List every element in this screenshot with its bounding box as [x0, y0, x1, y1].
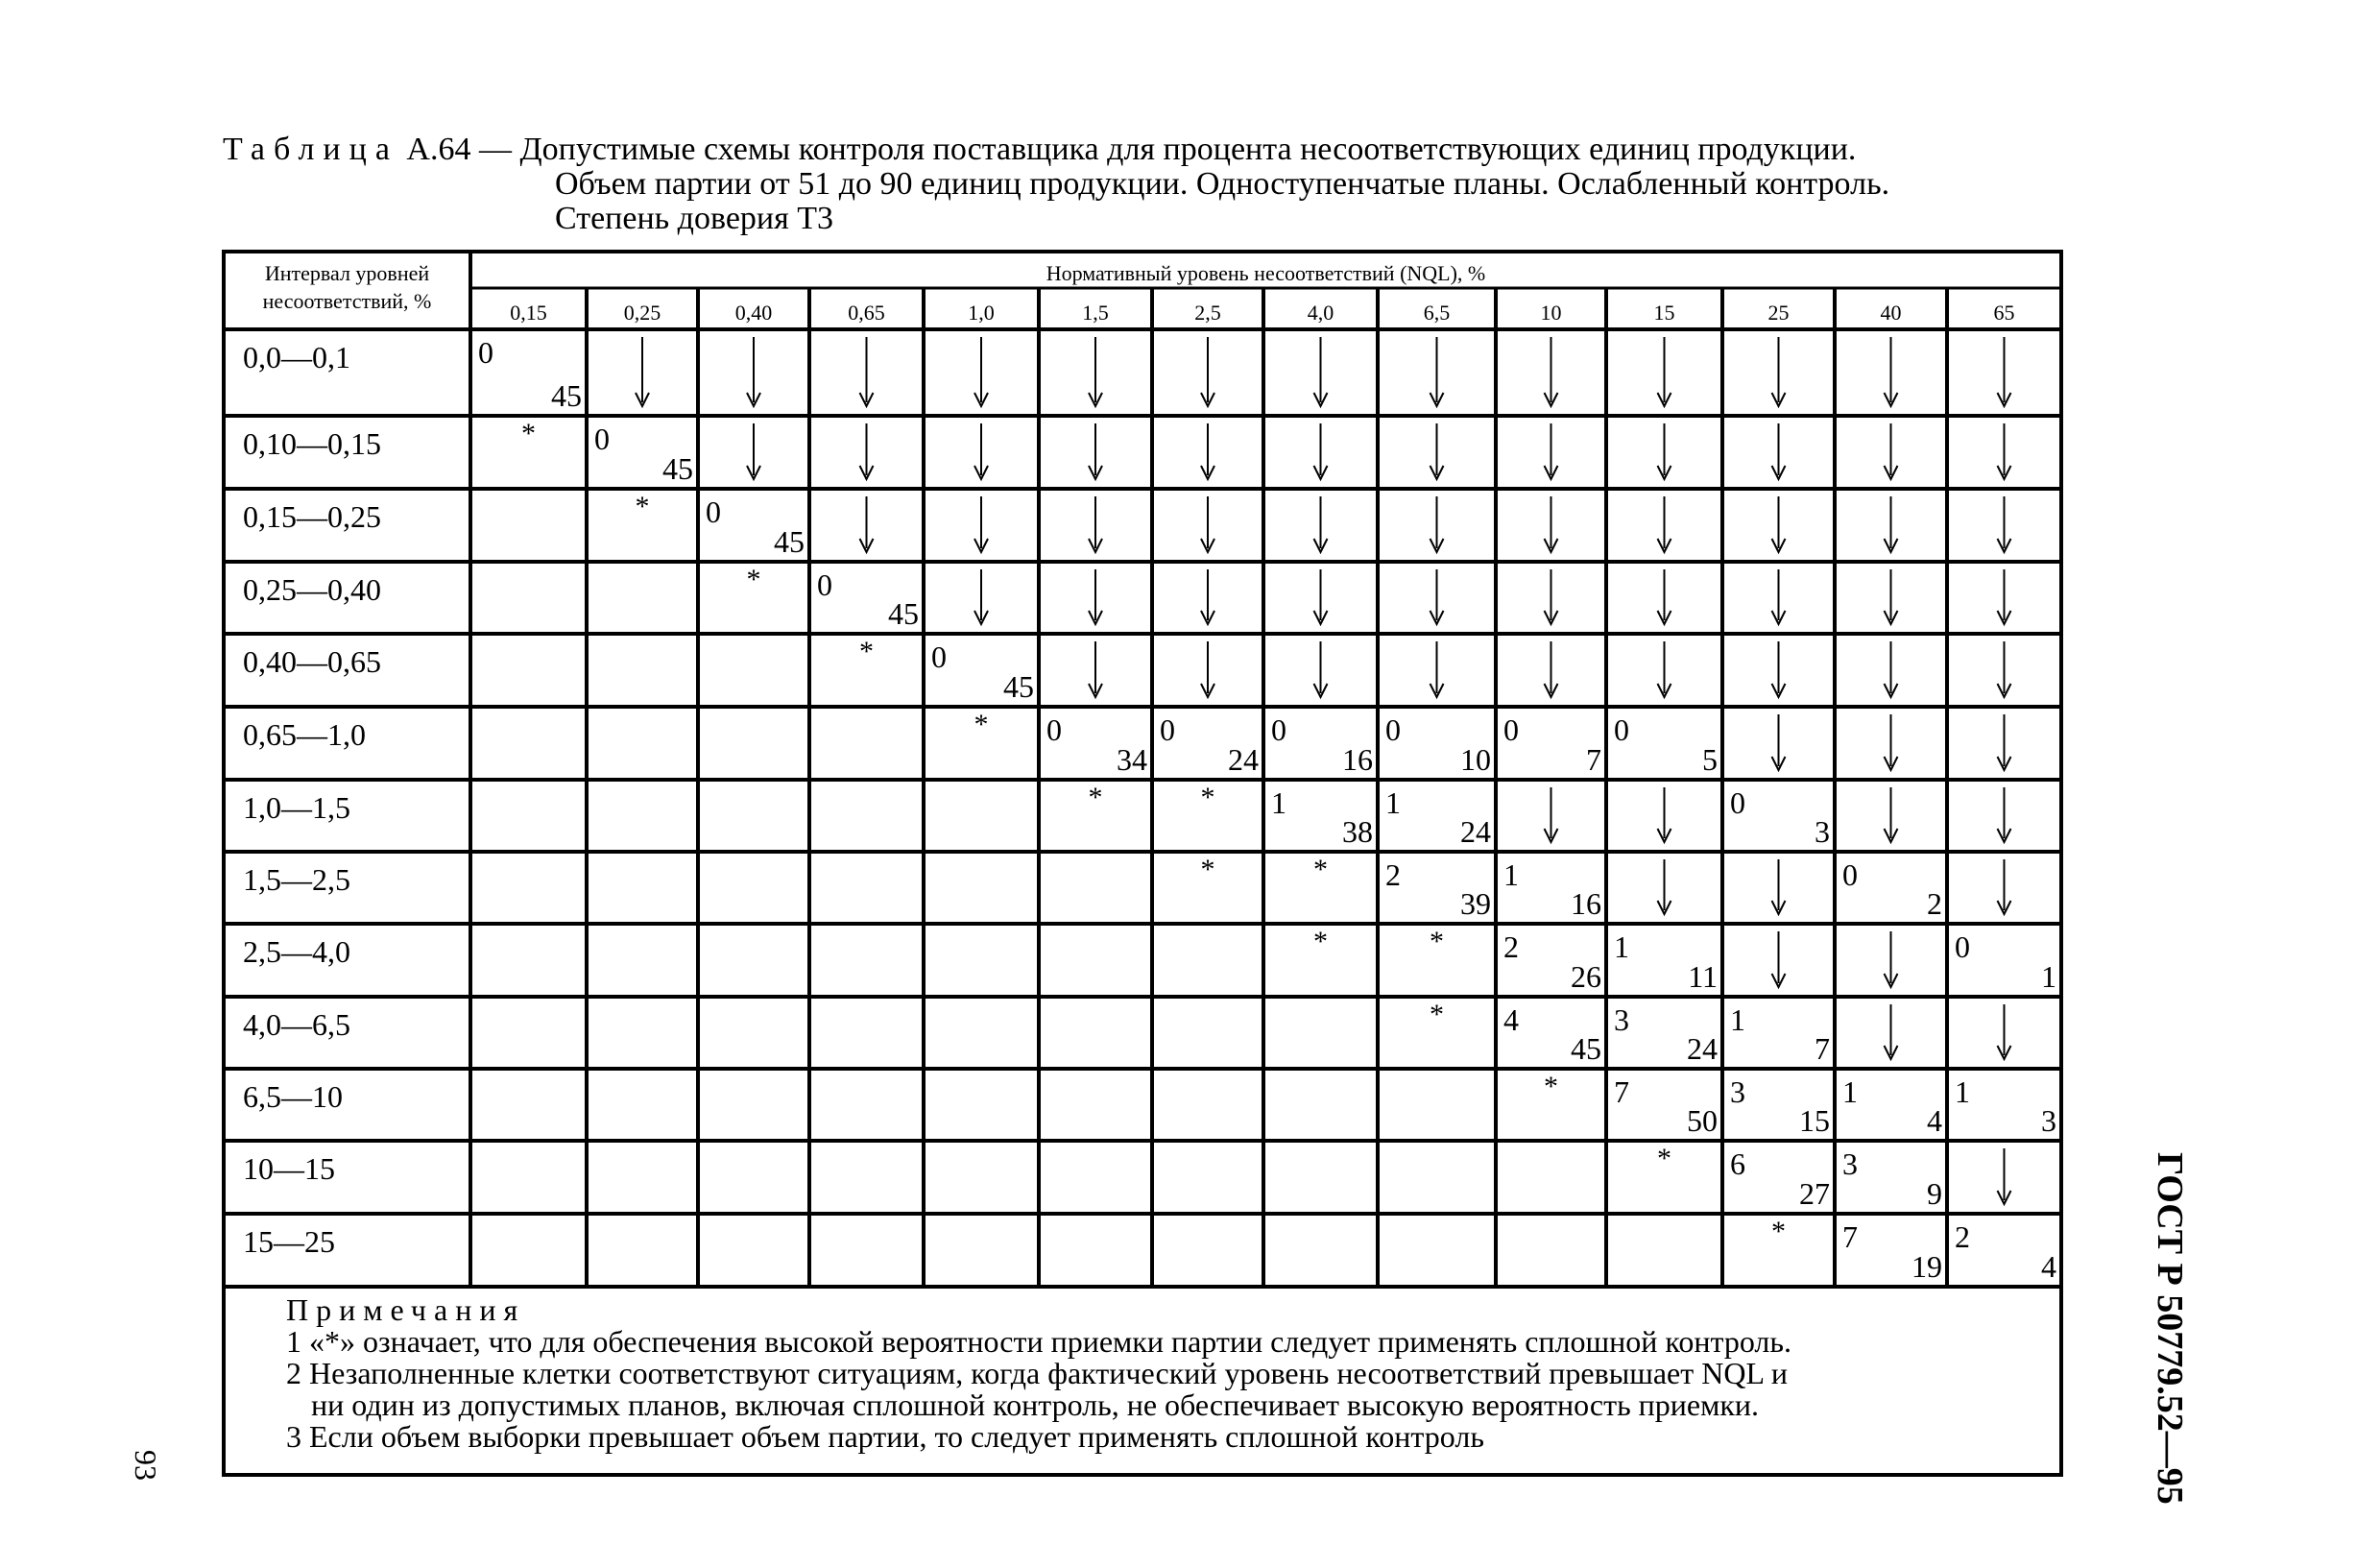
column-header: 2,5: [1194, 301, 1221, 325]
full-inspection-mark: *: [635, 491, 650, 522]
column-header: 1,0: [968, 301, 995, 325]
sample-size: 45: [551, 378, 582, 413]
row-header-line-1: Интервал уровней: [264, 261, 430, 285]
acceptance-number: 2: [1385, 857, 1401, 892]
acceptance-number: 7: [1842, 1219, 1858, 1254]
column-header: 1,5: [1082, 301, 1109, 325]
acceptance-number: 1: [1955, 1074, 1970, 1109]
table-notes: [286, 1294, 2062, 1453]
note-2-continued: ни один из допустимых планов, включая сплошной контроль, не обеспечивает высокую вероятность приемки.: [311, 1387, 1760, 1422]
caption-number: А.64 —: [406, 132, 512, 167]
row-header-line-2: несоответствий, %: [262, 289, 432, 313]
sample-size: 10: [1460, 742, 1491, 777]
sample-size: 24: [1687, 1031, 1718, 1066]
sample-size: 2: [1927, 886, 1942, 921]
row-label: 4,0—6,5: [243, 1007, 350, 1042]
row-label: 10—15: [243, 1151, 335, 1186]
acceptance-number: 0: [1503, 712, 1519, 747]
row-label: 1,0—1,5: [243, 790, 350, 825]
row-label: 15—25: [243, 1224, 335, 1259]
column-header: 15: [1653, 301, 1675, 325]
note-2: 2 Незаполненные клетки соответствуют ситуациям, когда фактический уровень несоответствий превышает NQL и: [286, 1356, 1788, 1390]
sample-size: 15: [1799, 1103, 1830, 1138]
sample-size: 16: [1342, 742, 1373, 777]
acceptance-number: 4: [1503, 1002, 1519, 1037]
sample-size: 45: [888, 596, 919, 631]
acceptance-number: 0: [1614, 712, 1629, 747]
acceptance-number: 0: [1271, 712, 1286, 747]
sample-size: 45: [774, 524, 805, 559]
sample-size: 9: [1927, 1176, 1942, 1211]
acceptance-number: 2: [1503, 929, 1519, 964]
acceptance-number: 3: [1614, 1002, 1629, 1037]
sample-size: 34: [1117, 742, 1147, 777]
row-label: 0,25—0,40: [243, 572, 381, 607]
acceptance-number: 1: [1614, 929, 1629, 964]
sample-size: 5: [1702, 742, 1718, 777]
acceptance-number: 0: [1385, 712, 1401, 747]
column-header: 10: [1540, 301, 1562, 325]
sample-size: 24: [1228, 742, 1259, 777]
acceptance-number: 2: [1955, 1219, 1970, 1254]
sample-size: 3: [2041, 1103, 2056, 1138]
full-inspection-mark: *: [1088, 782, 1103, 813]
page-number: 93: [129, 1450, 163, 1481]
acceptance-number: 7: [1614, 1074, 1629, 1109]
acceptance-number: 0: [478, 335, 493, 370]
row-label: 0,10—0,15: [243, 426, 381, 461]
sample-size: 4: [1927, 1103, 1942, 1138]
acceptance-number: 1: [1842, 1074, 1858, 1109]
column-header: 6,5: [1423, 301, 1451, 325]
column-header: 0,15: [510, 301, 547, 325]
column-header: 0,65: [848, 301, 885, 325]
full-inspection-mark: *: [1200, 854, 1215, 885]
sample-size: 24: [1460, 814, 1491, 849]
acceptance-number: 6: [1730, 1146, 1745, 1181]
sample-size: 27: [1799, 1176, 1830, 1211]
sample-size: 7: [1815, 1031, 1830, 1066]
sample-size: 11: [1688, 959, 1718, 994]
notes-title: Примечания: [286, 1292, 526, 1327]
sample-size: 45: [662, 451, 693, 486]
full-inspection-mark: *: [1313, 854, 1328, 885]
column-header: 0,25: [623, 301, 661, 325]
full-inspection-mark: *: [1430, 926, 1444, 957]
sample-size: 4: [2041, 1249, 2056, 1284]
acceptance-number: 0: [1730, 785, 1745, 820]
acceptance-number: 1: [1385, 785, 1401, 820]
row-label: 0,15—0,25: [243, 499, 381, 534]
acceptance-number: 1: [1730, 1002, 1745, 1037]
column-header: 25: [1767, 301, 1790, 325]
row-label: 0,0—0,1: [243, 340, 350, 374]
sample-size: 3: [1815, 814, 1830, 849]
caption-line-1: Допустимые схемы контроля поставщика для процента несоответствующих единиц продукции.: [519, 132, 1857, 167]
full-inspection-mark: *: [746, 564, 761, 595]
sample-size: 39: [1460, 886, 1491, 921]
sample-size: 45: [1571, 1031, 1601, 1066]
sample-size: 16: [1571, 886, 1601, 921]
full-inspection-mark: *: [1544, 1071, 1558, 1102]
row-label: 0,40—0,65: [243, 644, 381, 679]
row-label: 2,5—4,0: [243, 934, 350, 969]
column-header: 65: [1993, 301, 2015, 325]
column-header: 0,40: [734, 301, 773, 325]
sample-size: 26: [1571, 959, 1601, 994]
sample-size: 45: [1003, 669, 1034, 704]
acceptance-number: 0: [817, 567, 832, 602]
note-1: 1 «*» означает, что для обеспечения высокой вероятности приемки партии следует применять сплошной контроль.: [286, 1324, 1791, 1359]
sample-size: 19: [1911, 1249, 1942, 1284]
caption-line-3: Степень доверия Т3: [555, 201, 834, 236]
row-label: 1,5—2,5: [243, 862, 350, 897]
acceptance-number: 0: [931, 639, 947, 674]
full-inspection-mark: *: [859, 636, 874, 667]
acceptance-number: 0: [1842, 857, 1858, 892]
caption-line-2: Объем партии от 51 до 90 единиц продукции. Одноступенчатые планы. Ослабленный контроль.: [555, 166, 1890, 202]
sample-size: 7: [1586, 742, 1601, 777]
full-inspection-mark: *: [1313, 926, 1328, 957]
standard-designation: ГОСТ Р 50779.52—95: [2150, 1152, 2190, 1505]
acceptance-number: 1: [1503, 857, 1519, 892]
full-inspection-mark: *: [1657, 1143, 1671, 1174]
acceptance-number: 1: [1271, 785, 1286, 820]
acceptance-number: 0: [594, 422, 610, 456]
full-inspection-mark: *: [521, 418, 536, 449]
row-label: 6,5—10: [243, 1079, 343, 1114]
sample-size: 38: [1342, 814, 1373, 849]
acceptance-number: 0: [1955, 929, 1970, 964]
acceptance-number: 3: [1842, 1146, 1858, 1181]
full-inspection-mark: *: [1430, 999, 1444, 1030]
column-header: 4,0: [1307, 301, 1334, 325]
acceptance-number: 3: [1730, 1074, 1745, 1109]
sample-size: 1: [2041, 959, 2056, 994]
sample-size: 50: [1687, 1103, 1718, 1138]
caption-label: Таблица: [223, 132, 398, 167]
full-inspection-mark: *: [974, 709, 989, 740]
column-header: 40: [1880, 301, 1902, 325]
acceptance-number: 0: [706, 495, 721, 529]
full-inspection-mark: *: [1771, 1216, 1786, 1247]
column-group-header: Нормативный уровень несоответствий (NQL), %: [1046, 261, 1486, 285]
table-frame: [224, 252, 2061, 1475]
full-inspection-mark: *: [1200, 782, 1215, 813]
acceptance-number: 0: [1046, 712, 1062, 747]
acceptance-number: 0: [1160, 712, 1175, 747]
row-label: 0,65—1,0: [243, 717, 366, 752]
note-3: 3 Если объем выборки превышает объем партии, то следует применять сплошной контроль: [286, 1419, 1484, 1454]
